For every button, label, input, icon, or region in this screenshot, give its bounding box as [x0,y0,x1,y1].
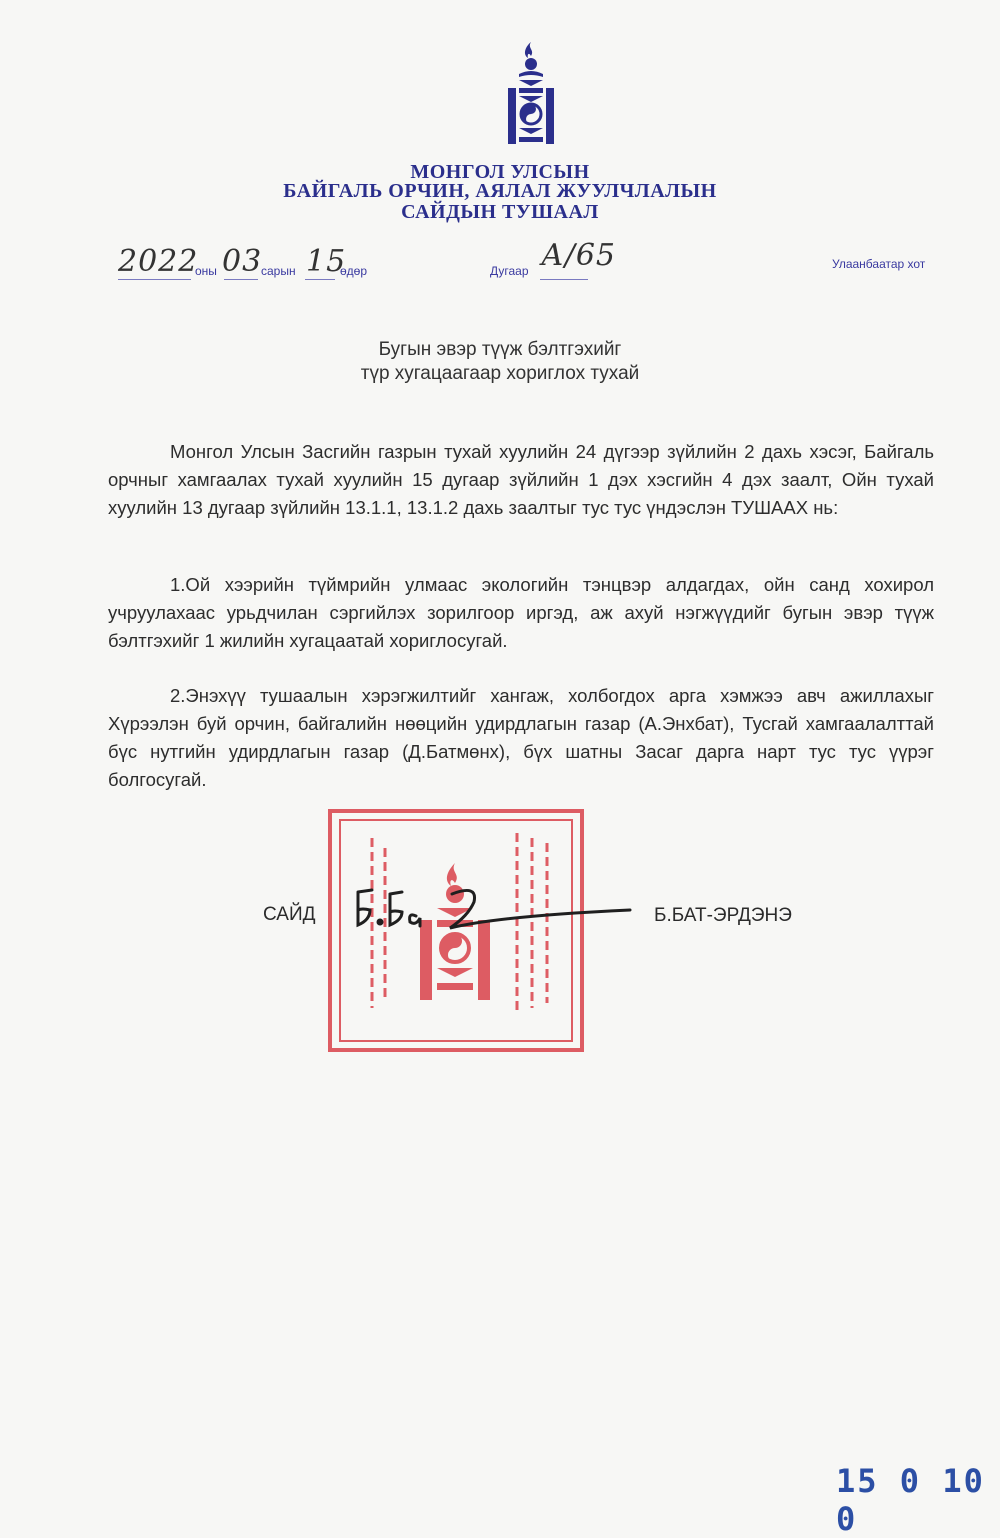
date-day-label: өдөр [340,264,368,278]
order-item-2: 2.Энэхүү тушаалын хэрэгжилтийг хангаж, холбогдох арга хэмжээ авч ажиллахыг Хүрээлэн буй орчин, байгалийн нөөцийн удирдлагын газар (А.Энхбат), Тусгай хамгаалалттай бүс нутгийн удирдлагын газар (Д.Батмөнх), бүх шатны Засаг дарга нарт тус тус үүрэг болгосугай. [108,685,934,790]
received-number-stamp: 15 0 10 0 [836,1462,985,1538]
date-year: 2022 [118,244,199,279]
number-label: Дугаар [490,264,529,278]
order-number: А/65 [541,238,617,273]
signatory-name: Б.БАТ-ЭРДЭНЭ [654,905,792,926]
signatory-position: САЙД [263,904,316,925]
date-month-label: сарын [261,264,296,278]
date-day: 15 [306,244,347,279]
soyombo-emblem-icon [500,40,562,150]
header-line-3: САЙДЫН ТУШААЛ [401,201,599,223]
header-line-2: БАЙГАЛЬ ОРЧИН, АЯЛАЛ ЖУУЛЧЛАЛЫН [283,180,717,202]
header-line-1: МОНГОЛ УЛСЫН [410,161,590,183]
date-year-label: оны [195,264,217,278]
preamble-paragraph: Монгол Улсын Засгийн газрын тухай хуулийн 24 дүгээр зүйлийн 2 дахь хэсэг, Байгаль орчныг хамгаалах тухай хуулийн 15 дугаар зүйлийн 1 дэх хэсгийн 4 дэх заалт, Ойн тухай хуулийн 13 дугаар зүйлийн 13.1.1, 13.1.2 дахь заалтыг тус тус үндэслэн ТУШААХ нь: [108,441,934,518]
city: Улаанбаатар хот [832,257,926,271]
order-item-1: 1.Ой хээрийн түймрийн улмаас экологийн тэнцвэр алдагдах, ойн санд хохирол учруулахаас урьдчилан сэргийлэх зорилгоор иргэд, аж ахуй нэгжүүдийг бугын эвэр түүж бэлтгэхийг 1 жилийн хугацаатай хориглосугай. [108,574,934,651]
handwritten-signature [350,880,640,940]
date-month: 03 [222,244,263,279]
title-line-2: түр хугацаагаар хориглох тухай [360,363,640,384]
title-line-1: Бугын эвэр түүж бэлтгэхийг [378,339,622,360]
